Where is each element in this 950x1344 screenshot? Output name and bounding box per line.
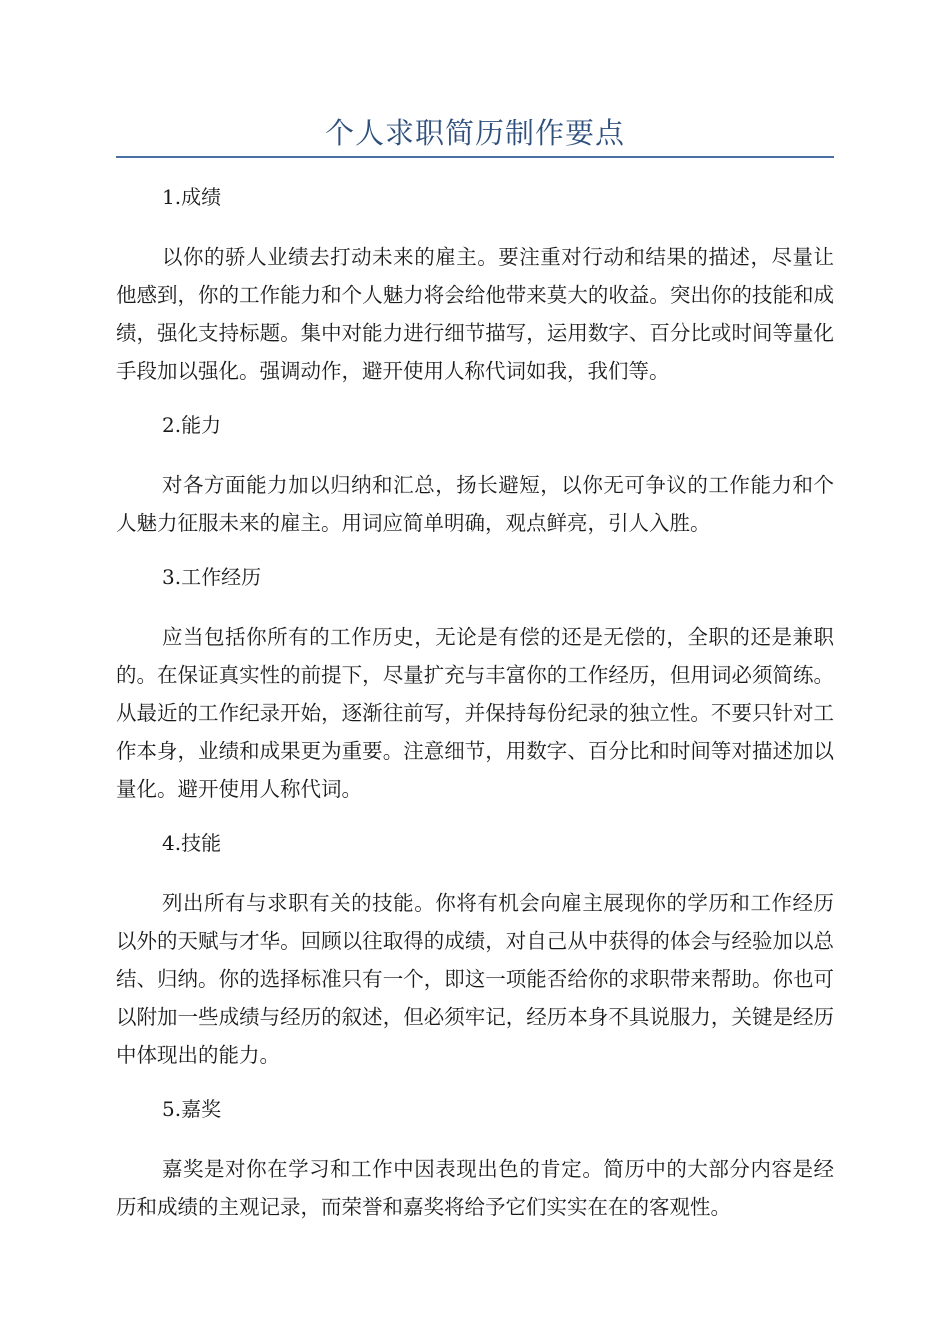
section-heading: 1.成绩	[162, 185, 222, 209]
section-body: 嘉奖是对你在学习和工作中因表现出色的肯定。简历中的大部分内容是经历和成绩的主观记录，而荣誉和嘉奖将给予它们实实在在的客观性。	[116, 1157, 834, 1219]
section-heading: 4.技能	[162, 831, 222, 855]
section-heading: 3.工作经历	[162, 565, 262, 589]
section-heading: 5.嘉奖	[162, 1097, 222, 1121]
document-page	[116, 110, 834, 1226]
section-body: 以你的骄人业绩去打动未来的雇主。要注重对行动和结果的描述，尽量让他感到，你的工作能力和个人魅力将会给他带来莫大的收益。突出你的技能和成绩，强化支持标题。集中对能力进行细节描写，运用数字、百分比或时间等量化手段加以强化。强调动作，避开使用人称代词如我，我们等。	[116, 245, 834, 383]
section-body: 对各方面能力加以归纳和汇总，扬长避短，以你无可争议的工作能力和个人魅力征服未来的雇主。用词应简单明确，观点鲜亮，引人入胜。	[116, 473, 834, 535]
section-body: 应当包括你所有的工作历史，无论是有偿的还是无偿的，全职的还是兼职的。在保证真实性的前提下，尽量扩充与丰富你的工作经历，但用词必须简练。从最近的工作纪录开始，逐渐往前写，并保持每份纪录的独立性。不要只针对工作本身，业绩和成果更为重要。注意细节，用数字、百分比和时间等对描述加以量化。避开使用人称代词。	[116, 625, 834, 801]
document-title: 个人求职简历制作要点	[324, 116, 625, 150]
section-heading: 2.能力	[162, 413, 222, 437]
section-body: 列出所有与求职有关的技能。你将有机会向雇主展现你的学历和工作经历以外的天赋与才华。回顾以往取得的成绩，对自己从中获得的体会与经验加以总结、归纳。你的选择标准只有一个，即这一项能否给你的求职带来帮助。你也可以附加一些成绩与经历的叙述，但必须牢记，经历本身不具说服力，关键是经历中体现出的能力。	[116, 891, 834, 1067]
